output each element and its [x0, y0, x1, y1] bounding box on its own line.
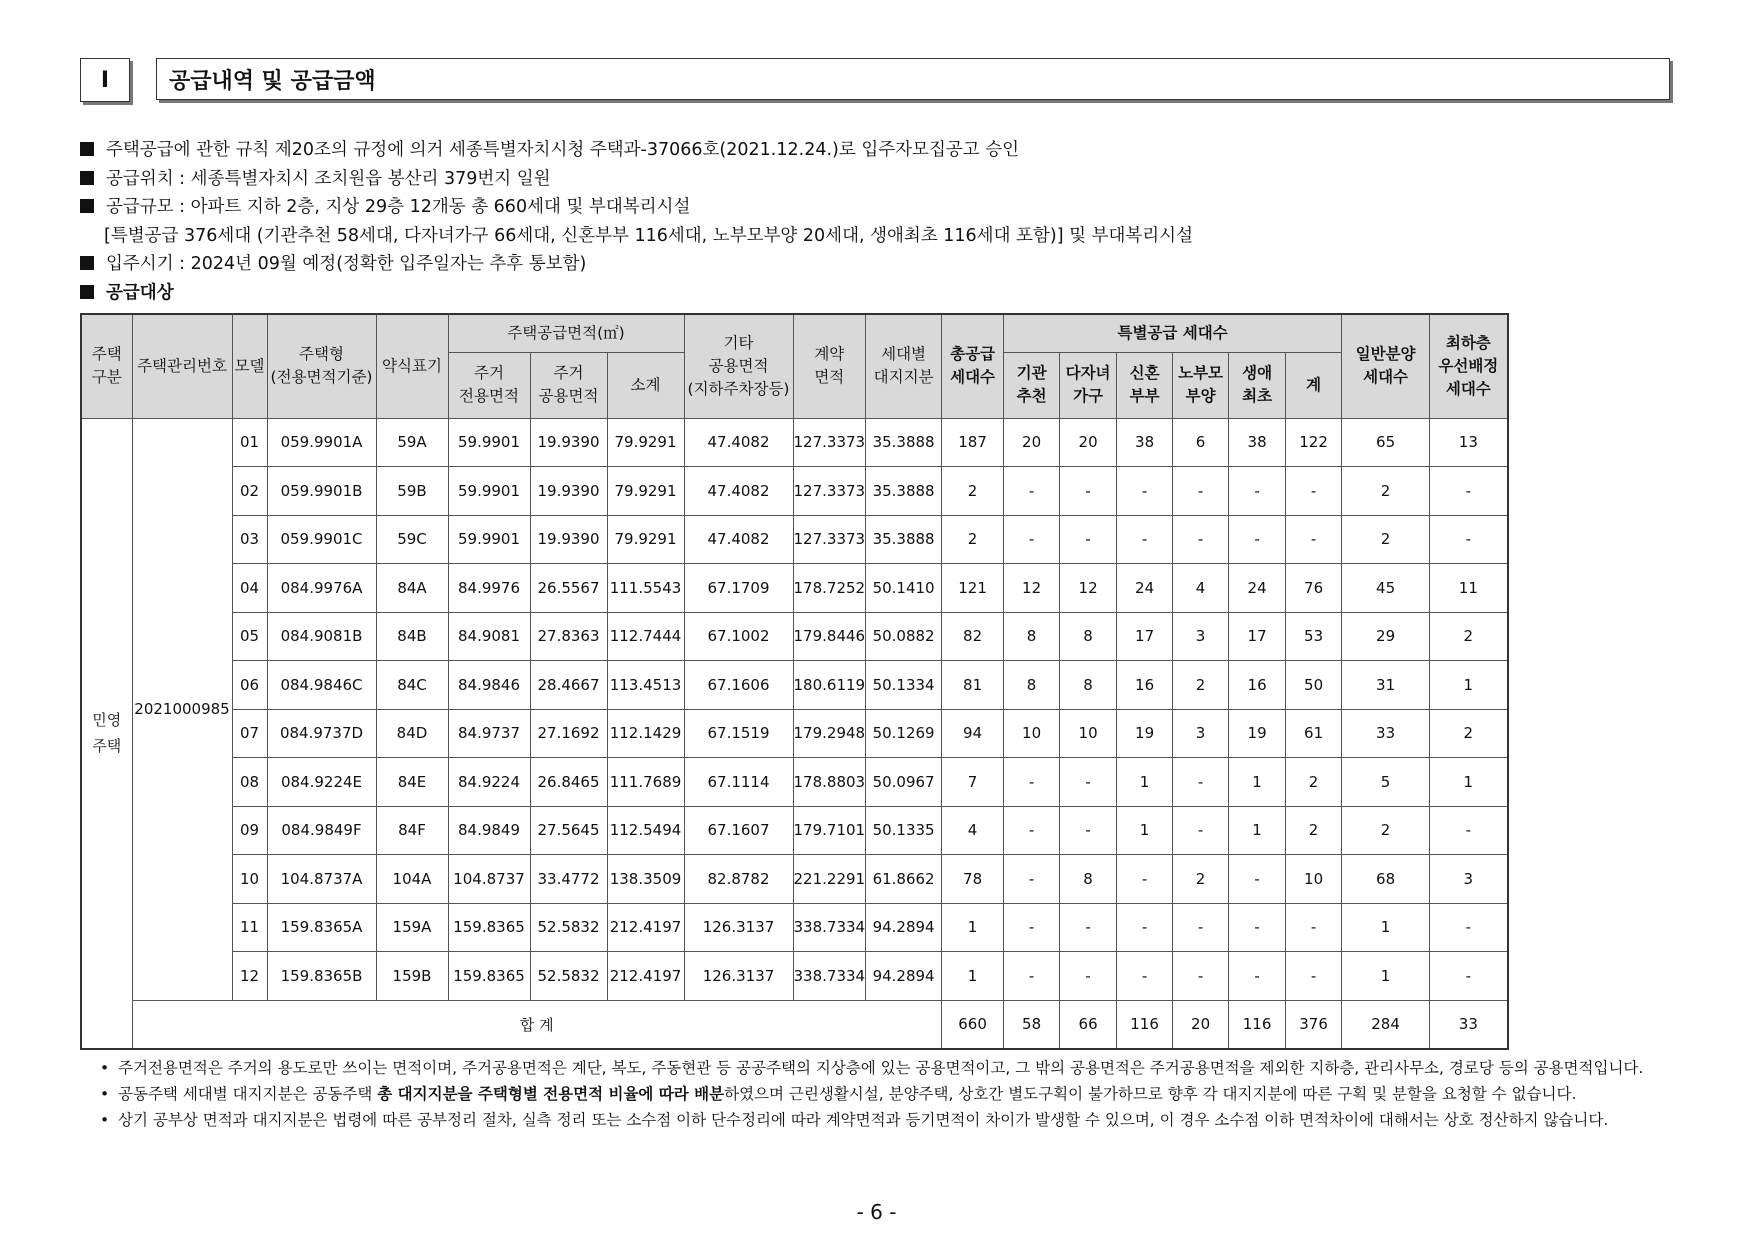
table-row [81, 758, 1508, 807]
header-institution: 기관 추천 [1004, 352, 1060, 418]
table-cell: 7 [942, 758, 1004, 807]
table-cell: 09 [232, 806, 267, 855]
table-cell: 10 [1004, 709, 1060, 758]
table-cell: 50 [1286, 661, 1342, 710]
table-row [81, 661, 1508, 710]
table-cell: 127.3373 [793, 515, 866, 564]
table-cell: - [1004, 952, 1060, 1001]
table-cell: - [1229, 467, 1286, 516]
table-cell: 12 [1060, 564, 1117, 613]
total-cell: 116 [1229, 1000, 1286, 1049]
header-special-sum: 계 [1286, 352, 1342, 418]
table-cell: - [1004, 515, 1060, 564]
table-cell: 27.1692 [530, 709, 607, 758]
table-cell: 8 [1004, 661, 1060, 710]
table-cell: - [1004, 855, 1060, 904]
bullet-scale: 공급규모 : 아파트 지하 2층, 지상 29층 12개동 총 660세대 및 부대복리시설 [80, 193, 1680, 222]
total-cell: 33 [1430, 1000, 1508, 1049]
table-cell: - [1430, 952, 1508, 1001]
section-title: 공급내역 및 공급금액 [156, 58, 1670, 100]
table-cell: 127.3373 [793, 418, 866, 467]
table-cell: 50.1269 [866, 709, 942, 758]
housing-category-cell: 민영 주택 [81, 418, 132, 1049]
table-cell: 20 [1004, 418, 1060, 467]
table-cell: 79.9291 [607, 418, 684, 467]
table-cell: 38 [1117, 418, 1173, 467]
table-cell: - [1117, 515, 1173, 564]
table-cell: 47.4082 [684, 467, 793, 516]
table-cell: 221.2291 [793, 855, 866, 904]
table-cell: 084.9737D [267, 709, 376, 758]
table-cell: 059.9901B [267, 467, 376, 516]
table-cell: 61.8662 [866, 855, 942, 904]
table-cell: - [1173, 903, 1229, 952]
table-cell: 61 [1286, 709, 1342, 758]
table-cell: 178.7252 [793, 564, 866, 613]
table-cell: 159.8365B [267, 952, 376, 1001]
header-land-share: 세대별 대지지분 [866, 314, 942, 418]
table-cell: 4 [942, 806, 1004, 855]
table-cell: 12 [232, 952, 267, 1001]
table-cell: 01 [232, 418, 267, 467]
table-cell: - [1229, 903, 1286, 952]
table-cell: 68 [1342, 855, 1430, 904]
table-cell: - [1286, 952, 1342, 1001]
header-contract-area: 계약 면적 [793, 314, 866, 418]
section-number: I [80, 58, 130, 102]
header-housing-type: 주택 구분 [81, 314, 132, 418]
total-row [81, 1000, 1508, 1049]
square-bullet-icon [80, 142, 94, 156]
table-cell: 50.0967 [866, 758, 942, 807]
table-cell: 126.3137 [684, 952, 793, 1001]
table-cell: - [1173, 758, 1229, 807]
header-subtotal: 소계 [607, 352, 684, 418]
table-cell: 79.9291 [607, 467, 684, 516]
table-cell: - [1060, 758, 1117, 807]
total-cell: 660 [942, 1000, 1004, 1049]
table-cell: 10 [1060, 709, 1117, 758]
table-cell: 12 [1004, 564, 1060, 613]
table-cell: - [1060, 806, 1117, 855]
table-cell: 127.3373 [793, 467, 866, 516]
table-cell: 05 [232, 612, 267, 661]
bullet-supply-target: 공급대상 [80, 279, 1680, 308]
bullet-approval: 주택공급에 관한 규칙 제20조의 규정에 의거 세종특별자치시청 주택과-37066호(2021.12.24.)로 입주자모집공고 승인 [80, 136, 1680, 165]
table-cell: - [1117, 467, 1173, 516]
table-cell: 111.5543 [607, 564, 684, 613]
total-label: 합 계 [132, 1000, 942, 1049]
table-cell: 07 [232, 709, 267, 758]
table-cell: - [1004, 806, 1060, 855]
table-cell: - [1229, 952, 1286, 1001]
table-cell: 059.9901C [267, 515, 376, 564]
table-cell: 67.1607 [684, 806, 793, 855]
table-cell: 84.9081 [448, 612, 530, 661]
table-cell: 19 [1117, 709, 1173, 758]
table-cell: 52.5832 [530, 952, 607, 1001]
table-cell: 59C [376, 515, 448, 564]
table-row [81, 709, 1508, 758]
table-cell: 122 [1286, 418, 1342, 467]
header-mgmt-no: 주택관리번호 [132, 314, 232, 418]
header-model: 모델 [232, 314, 267, 418]
table-cell: 112.5494 [607, 806, 684, 855]
table-row [81, 806, 1508, 855]
table-cell: 82.8782 [684, 855, 793, 904]
table-cell: 159B [376, 952, 448, 1001]
table-cell: 59.9901 [448, 467, 530, 516]
table-cell: 59A [376, 418, 448, 467]
table-cell: 104.8737 [448, 855, 530, 904]
table-cell: 24 [1229, 564, 1286, 613]
table-cell: 67.1114 [684, 758, 793, 807]
table-cell: 084.9081B [267, 612, 376, 661]
table-cell: 112.7444 [607, 612, 684, 661]
table-cell: 338.7334 [793, 952, 866, 1001]
table-cell: 26.5567 [530, 564, 607, 613]
header-common-area: 주거 공용면적 [530, 352, 607, 418]
square-bullet-icon [80, 285, 94, 299]
table-cell: 65 [1342, 418, 1430, 467]
table-cell: 67.1709 [684, 564, 793, 613]
table-cell: 17 [1229, 612, 1286, 661]
table-cell: 67.1002 [684, 612, 793, 661]
mgmt-number-cell: 2021000985 [132, 418, 232, 1000]
table-cell: 179.8446 [793, 612, 866, 661]
table-cell: 78 [942, 855, 1004, 904]
table-cell: 16 [1229, 661, 1286, 710]
table-cell: 2 [1342, 467, 1430, 516]
table-cell: 84.9976 [448, 564, 530, 613]
table-cell: - [1173, 467, 1229, 516]
table-cell: 2 [1342, 515, 1430, 564]
table-cell: 179.7101 [793, 806, 866, 855]
table-cell: 84D [376, 709, 448, 758]
table-cell: 84B [376, 612, 448, 661]
table-cell: 94 [942, 709, 1004, 758]
header-lowest-floor: 최하층 우선배정 세대수 [1430, 314, 1508, 418]
table-cell: 06 [232, 661, 267, 710]
table-cell: 179.2948 [793, 709, 866, 758]
page-number: - 6 - [856, 1200, 897, 1224]
footnote: • 주거전용면적은 주거의 용도로만 쓰이는 면적이며, 주거공용면적은 계단, 복도, 주동현관 등 공공주택의 지상층에 있는 공용면적이고, 그 밖의 공용면적은 주거공용면적을 제외한 지하층, 관리사무소, 경로당 등의 공용면적입니다. [100, 1055, 1660, 1081]
table-cell: 2 [1342, 806, 1430, 855]
table-cell: 3 [1173, 709, 1229, 758]
table-cell: 1 [1342, 952, 1430, 1001]
table-cell: 113.4513 [607, 661, 684, 710]
table-cell: 084.9846C [267, 661, 376, 710]
table-cell: 3 [1173, 612, 1229, 661]
table-cell: 10 [1286, 855, 1342, 904]
table-cell: 35.3888 [866, 467, 942, 516]
table-cell: 159.8365 [448, 952, 530, 1001]
table-cell: - [1060, 952, 1117, 1001]
supply-table [80, 313, 1509, 1050]
table-cell: 50.1334 [866, 661, 942, 710]
header-special-supply: 특별공급 세대수 [1004, 314, 1342, 352]
total-cell: 20 [1173, 1000, 1229, 1049]
table-cell: 104A [376, 855, 448, 904]
header-newlywed: 신혼 부부 [1117, 352, 1173, 418]
table-cell: - [1173, 806, 1229, 855]
table-cell: 2 [1430, 612, 1508, 661]
table-cell: 24 [1117, 564, 1173, 613]
table-cell: 3 [1430, 855, 1508, 904]
footnote: • 공동주택 세대별 대지지분은 공동주택 총 대지지분을 주택형별 전용면적 비율에 따라 배분하였으며 근린생활시설, 분양주택, 상호간 별도구획이 불가하므로 향후 각 대지지분에 따른 구획 및 분할을 요청할 수 없습니다. [100, 1081, 1660, 1107]
table-cell: - [1430, 903, 1508, 952]
table-cell: 47.4082 [684, 515, 793, 564]
table-cell: 84E [376, 758, 448, 807]
table-cell: 1 [1430, 758, 1508, 807]
table-cell: 059.9901A [267, 418, 376, 467]
bullet-move-in: 입주시기 : 2024년 09월 예정(정확한 입주일자는 추후 통보함) [80, 250, 1680, 279]
header-supply-area: 주택공급면적(㎡) [448, 314, 684, 352]
table-cell: 2 [1173, 661, 1229, 710]
table-cell: 84.9224 [448, 758, 530, 807]
table-cell: 8 [1060, 855, 1117, 904]
table-cell: 84.9849 [448, 806, 530, 855]
total-cell: 376 [1286, 1000, 1342, 1049]
table-cell: 27.8363 [530, 612, 607, 661]
table-cell: 03 [232, 515, 267, 564]
table-cell: 31 [1342, 661, 1430, 710]
table-cell: - [1430, 515, 1508, 564]
table-cell: 1 [1342, 903, 1430, 952]
table-cell: 1 [942, 952, 1004, 1001]
table-cell: 81 [942, 661, 1004, 710]
table-cell: 27.5645 [530, 806, 607, 855]
table-cell: 82 [942, 612, 1004, 661]
table-cell: 84F [376, 806, 448, 855]
table-cell: 26.8465 [530, 758, 607, 807]
table-row [81, 418, 1508, 467]
table-cell: 19.9390 [530, 467, 607, 516]
total-cell: 66 [1060, 1000, 1117, 1049]
table-cell: 212.4197 [607, 903, 684, 952]
table-cell: 338.7334 [793, 903, 866, 952]
table-cell: - [1430, 806, 1508, 855]
table-cell: - [1229, 515, 1286, 564]
header-short-label: 약식표기 [376, 314, 448, 418]
table-cell: 84A [376, 564, 448, 613]
table-cell: 79.9291 [607, 515, 684, 564]
table-cell: - [1173, 952, 1229, 1001]
table-cell: 76 [1286, 564, 1342, 613]
square-bullet-icon [80, 199, 94, 213]
table-cell: - [1117, 855, 1173, 904]
table-cell: 50.0882 [866, 612, 942, 661]
table-cell: 11 [232, 903, 267, 952]
table-cell: 126.3137 [684, 903, 793, 952]
table-cell: 13 [1430, 418, 1508, 467]
table-row [81, 952, 1508, 1001]
table-cell: - [1173, 515, 1229, 564]
table-cell: - [1286, 903, 1342, 952]
table-cell: 2 [1430, 709, 1508, 758]
header-house-type: 주택형 (전용면적기준) [267, 314, 376, 418]
table-cell: 180.6119 [793, 661, 866, 710]
table-cell: 159.8365 [448, 903, 530, 952]
header-general-units: 일반분양 세대수 [1342, 314, 1430, 418]
table-cell: 35.3888 [866, 418, 942, 467]
table-cell: 2 [1173, 855, 1229, 904]
table-cell: - [1060, 467, 1117, 516]
table-cell: 33 [1342, 709, 1430, 758]
table-cell: 2 [942, 515, 1004, 564]
table-cell: 6 [1173, 418, 1229, 467]
section-header [80, 58, 1678, 104]
table-cell: 2 [1286, 806, 1342, 855]
footnote: • 상기 공부상 면적과 대지지분은 법령에 따른 공부정리 절차, 실측 정리 또는 소수점 이하 단수정리에 따라 계약면적과 등기면적이 차이가 발생할 수 있으며, 이 경우 소수점 이하 면적차이에 대해서는 상호 정산하지 않습니다. [100, 1107, 1660, 1133]
table-cell: 5 [1342, 758, 1430, 807]
total-cell: 284 [1342, 1000, 1430, 1049]
table-cell: 159.8365A [267, 903, 376, 952]
table-cell: - [1004, 758, 1060, 807]
table-cell: 112.1429 [607, 709, 684, 758]
table-row [81, 515, 1508, 564]
table-cell: - [1286, 467, 1342, 516]
table-cell: 04 [232, 564, 267, 613]
table-row [81, 855, 1508, 904]
table-cell: 84.9737 [448, 709, 530, 758]
table-cell: 1 [942, 903, 1004, 952]
table-cell: 111.7689 [607, 758, 684, 807]
table-cell: 29 [1342, 612, 1430, 661]
table-cell: 159A [376, 903, 448, 952]
table-cell: 084.9976A [267, 564, 376, 613]
total-cell: 116 [1117, 1000, 1173, 1049]
table-cell: 59.9901 [448, 515, 530, 564]
table-cell: 19.9390 [530, 515, 607, 564]
total-cell: 58 [1004, 1000, 1060, 1049]
table-cell: 10 [232, 855, 267, 904]
table-cell: 47.4082 [684, 418, 793, 467]
table-cell: 84.9846 [448, 661, 530, 710]
table-cell: 59B [376, 467, 448, 516]
table-cell: 59.9901 [448, 418, 530, 467]
table-cell: 19 [1229, 709, 1286, 758]
table-cell: - [1229, 855, 1286, 904]
table-row [81, 564, 1508, 613]
table-cell: 94.2894 [866, 903, 942, 952]
square-bullet-icon [80, 256, 94, 270]
table-cell: 138.3509 [607, 855, 684, 904]
table-cell: 38 [1229, 418, 1286, 467]
table-cell: - [1430, 467, 1508, 516]
table-cell: 104.8737A [267, 855, 376, 904]
table-cell: 187 [942, 418, 1004, 467]
table-cell: 8 [1004, 612, 1060, 661]
table-cell: 67.1606 [684, 661, 793, 710]
table-cell: 1 [1117, 758, 1173, 807]
table-cell: 4 [1173, 564, 1229, 613]
table-cell: 33.4772 [530, 855, 607, 904]
footnotes [100, 1055, 1660, 1133]
square-bullet-icon [80, 171, 94, 185]
table-cell: 2 [942, 467, 1004, 516]
table-cell: - [1060, 903, 1117, 952]
bullet-location: 공급위치 : 세종특별자치시 조치원읍 봉산리 379번지 일원 [80, 165, 1680, 194]
table-cell: 50.1335 [866, 806, 942, 855]
table-row [81, 903, 1508, 952]
bullet-special-supply: [특별공급 376세대 (기관추천 58세대, 다자녀가구 66세대, 신혼부부 116세대, 노부모부양 20세대, 생애최초 116세대 포함)] 및 부대복리시설 [104, 225, 1193, 246]
table-cell: 178.8803 [793, 758, 866, 807]
table-cell: 17 [1117, 612, 1173, 661]
table-cell: - [1117, 903, 1173, 952]
table-cell: 1 [1229, 806, 1286, 855]
table-cell: - [1004, 467, 1060, 516]
table-cell: 94.2894 [866, 952, 942, 1001]
table-cell: 19.9390 [530, 418, 607, 467]
table-cell: 084.9224E [267, 758, 376, 807]
header-other-common: 기타 공용면적 (지하주차장등) [684, 314, 793, 418]
header-multi-child: 다자녀 가구 [1060, 352, 1117, 418]
table-cell: 1 [1117, 806, 1173, 855]
table-cell: 08 [232, 758, 267, 807]
table-cell: - [1286, 515, 1342, 564]
table-cell: 52.5832 [530, 903, 607, 952]
table-cell: 1 [1229, 758, 1286, 807]
table-row [81, 612, 1508, 661]
header-total-units: 총공급 세대수 [942, 314, 1004, 418]
table-cell: 11 [1430, 564, 1508, 613]
header-exclusive-area: 주거 전용면적 [448, 352, 530, 418]
table-cell: - [1004, 903, 1060, 952]
table-row [81, 467, 1508, 516]
table-cell: 45 [1342, 564, 1430, 613]
table-cell: 53 [1286, 612, 1342, 661]
table-cell: 084.9849F [267, 806, 376, 855]
table-cell: 2 [1286, 758, 1342, 807]
table-cell: - [1117, 952, 1173, 1001]
table-cell: 50.1410 [866, 564, 942, 613]
info-bullets [80, 136, 1680, 307]
header-first-time: 생애 최초 [1229, 352, 1286, 418]
table-cell: 212.4197 [607, 952, 684, 1001]
table-cell: - [1060, 515, 1117, 564]
table-cell: 1 [1430, 661, 1508, 710]
header-elderly-parents: 노부모 부양 [1173, 352, 1229, 418]
table-cell: 28.4667 [530, 661, 607, 710]
table-cell: 02 [232, 467, 267, 516]
table-cell: 8 [1060, 612, 1117, 661]
table-cell: 35.3888 [866, 515, 942, 564]
table-cell: 20 [1060, 418, 1117, 467]
table-cell: 8 [1060, 661, 1117, 710]
table-cell: 67.1519 [684, 709, 793, 758]
table-cell: 121 [942, 564, 1004, 613]
table-cell: 16 [1117, 661, 1173, 710]
table-cell: 84C [376, 661, 448, 710]
